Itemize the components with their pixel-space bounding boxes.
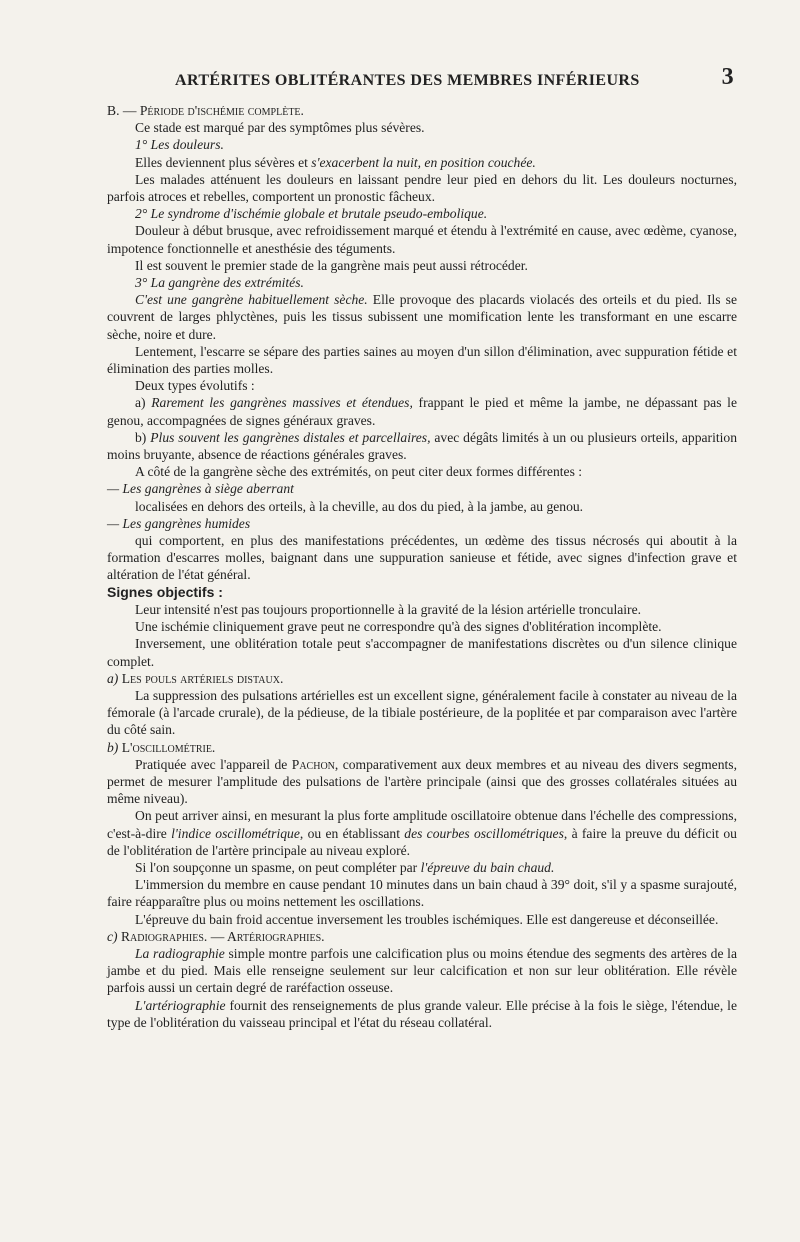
signes-paragraph-1: Leur intensité n'est pas toujours proportionnelle à la gravité de la lésion artérielle tronculaire. — [135, 601, 641, 617]
emphasis-text: Rarement les gangrènes massives et étendues, — [151, 395, 413, 411]
douleurs-title: 1° Les douleurs. — [135, 137, 224, 153]
emphasis-text: l'indice oscillométrique — [171, 825, 300, 841]
gangrene-paragraph-1 — [107, 291, 737, 343]
subheading-text: L'oscillométrie. — [121, 739, 216, 755]
page-body — [107, 102, 737, 1031]
oscillo-paragraph-5: L'épreuve du bain froid accentue inversement les troubles ischémiques. Elle est dangereuse et déconseillée. — [135, 911, 719, 927]
gangrene-title: 3° La gangrène des extrémités. — [135, 275, 304, 291]
text-run: frappant le pied et même la jambe, ne dépassant pas le genou, accompagnées de signes généraux graves. — [107, 395, 737, 428]
radio-paragraph-1 — [107, 945, 737, 997]
gangrene-type-a — [107, 394, 737, 428]
emphasis-text: Plus souvent les gangrènes distales et parcellaires, — [150, 429, 431, 445]
signes-heading: Signes objectifs : — [107, 583, 223, 600]
gangrene-form-1-title: — Les gangrènes à siège aberrant — [107, 481, 294, 497]
douleurs-paragraph-2: Les malades atténuent les douleurs en laissant pendre leur pied en dehors du lit. Les douleurs nocturnes, parfois atroces et rebelles, comportent un pronostic fâcheux. — [107, 171, 737, 205]
oscillo-paragraph-3 — [107, 859, 737, 876]
pouls-heading — [107, 670, 737, 687]
oscillo-paragraph-4: L'immersion du membre en cause pendant 10 minutes dans un bain chaud à 39° doit, s'il y a spasme surajouté, faire réapparaître plus ou moins nettement les oscillations. — [107, 877, 737, 910]
signes-paragraph-3: Inversement, une oblitération totale peut s'accompagner de manifestations discrètes ou d'un silence clinique complet. — [107, 636, 737, 669]
radio-heading — [107, 928, 737, 945]
text-run: , ou en établissant — [299, 825, 405, 841]
signes-paragraph-2: Une ischémie cliniquement grave peut ne correspondre qu'à des signes d'oblitération incomplète. — [135, 619, 662, 635]
douleurs-paragraph-1 — [107, 154, 737, 171]
section-label-periode: B. — Période d'ischémie complète. — [107, 103, 304, 118]
subheading-text: Les pouls artériels distaux. — [121, 670, 284, 686]
radio-paragraph-2 — [107, 997, 737, 1031]
gangrene-form-1-text: localisées en dehors des orteils, à la cheville, au dos du pied, à la jambe, au genou. — [135, 498, 584, 514]
list-marker: a) — [107, 670, 122, 686]
pouls-paragraph-1: La suppression des pulsations artérielles est un excellent signe, généralement facile à constater au niveau de la fémorale (à l'arcade crurale), de la pédieuse, de la tibiale postérieure, de la poplitée et par comparaison avec l'artère du côté sain. — [107, 687, 737, 738]
list-marker: a) — [135, 395, 152, 411]
running-head — [107, 64, 734, 94]
gangrene-paragraph-3: Deux types évolutifs : — [135, 378, 255, 394]
subheading-text: Radiographies. — Artériographies. — [120, 928, 325, 944]
gangrene-form-2-text: qui comportent, en plus des manifestations précédentes, un œdème des tissus nécrosés qui aboutit à la formation d'escarres molles, baignant dans une suppuration sanieuse et fétide, avec signes d'infection grave et altération de l'état général. — [107, 533, 737, 583]
text-run: Si l'on soupçonne un spasme, on peut compléter par — [135, 859, 421, 875]
oscillo-paragraph-2 — [107, 807, 737, 859]
page-number: 3 — [721, 64, 734, 90]
syndrome-title: 2° Le syndrome d'ischémie globale et brutale pseudo-embolique. — [135, 206, 488, 222]
syndrome-paragraph-2: Il est souvent le premier stade de la gangrène mais peut aussi rétrocéder. — [135, 257, 528, 273]
text-run: , comparativement aux deux membres et au niveau des divers segments, permet de mesurer l'amplitude des pulsations de l'artère principale (ainsi que des grosses collatérales situées au même niveau). — [107, 756, 737, 807]
syndrome-paragraph-1: Douleur à début brusque, avec refroidissement marqué et étendu à l'extrémité en cause, avec œdème, cyanose, impotence fonctionnelle et anesthésie des téguments. — [107, 223, 737, 256]
text-run: avec dégâts limités à un ou plusieurs orteils, apparition moins bruyante, absence de réactions générales graves. — [107, 429, 737, 463]
emphasis-text: s'exacerbent la nuit, en position couchée. — [311, 154, 536, 170]
text-run: Elle provoque des placards violacés des orteils et du pied. Ils se couvrent de larges phlyctènes, puis les tissus subissent une momification lente les transformant en une escarre sèche, noire et dure. — [107, 292, 737, 342]
emphasis-text: La radiographie — [135, 945, 225, 961]
text-run: Pratiquée avec l'appareil de — [135, 756, 292, 772]
gangrene-paragraph-2: Lentement, l'escarre se sépare des parties saines au moyen d'un sillon d'élimination, avec suppuration fétide et élimination des parties molles. — [107, 343, 737, 377]
gangrene-form-2-title: — Les gangrènes humides — [107, 515, 251, 531]
oscillo-paragraph-1 — [107, 756, 737, 808]
text-run: simple montre parfois une calcification plus ou moins étendue des segments des artères de la jambe et du pied. Mais elle renseigne seulement sur leur calcification et non sur leur oblitération. Elle révèle parfois aussi un certain degré de raréfaction osseuse. — [107, 945, 737, 996]
running-title: ARTÉRITES OBLITÉRANTES DES MEMBRES INFÉRIEURS — [175, 72, 640, 89]
emphasis-text: l'épreuve du bain chaud. — [420, 859, 555, 875]
emphasis-text: L'artériographie — [135, 997, 226, 1013]
author-name: Pachon — [291, 756, 335, 772]
emphasis-text: C'est une gangrène habituellement sèche. — [135, 292, 368, 308]
gangrene-paragraph-4: A côté de la gangrène sèche des extrémités, on peut citer deux formes différentes : — [135, 464, 583, 480]
text-run: , à faire la preuve du déficit ou de l'oblitération de l'artère principale au niveau exploré. — [107, 825, 737, 858]
list-marker: b) — [135, 429, 151, 445]
text-run: On peut arriver ainsi, en mesurant la plus forte amplitude oscillatoire obtenue dans l'échelle des compressions, c'est-à-dire — [107, 808, 737, 841]
text-run: fournit des renseignements de plus grande valeur. Elle précise à la fois le siège, l'étendue, le type de l'oblitération du vaisseau principal et l'état du réseau collatéral. — [107, 997, 737, 1030]
list-marker: b) — [107, 739, 122, 755]
text-run: Elles deviennent plus sévères et — [135, 154, 312, 170]
list-marker: c) — [107, 928, 121, 944]
oscillo-heading — [107, 739, 737, 756]
periode-intro: Ce stade est marqué par des symptômes plus sévères. — [135, 120, 425, 136]
emphasis-text: des courbes oscillométriques — [404, 825, 564, 841]
gangrene-type-b — [107, 429, 737, 463]
